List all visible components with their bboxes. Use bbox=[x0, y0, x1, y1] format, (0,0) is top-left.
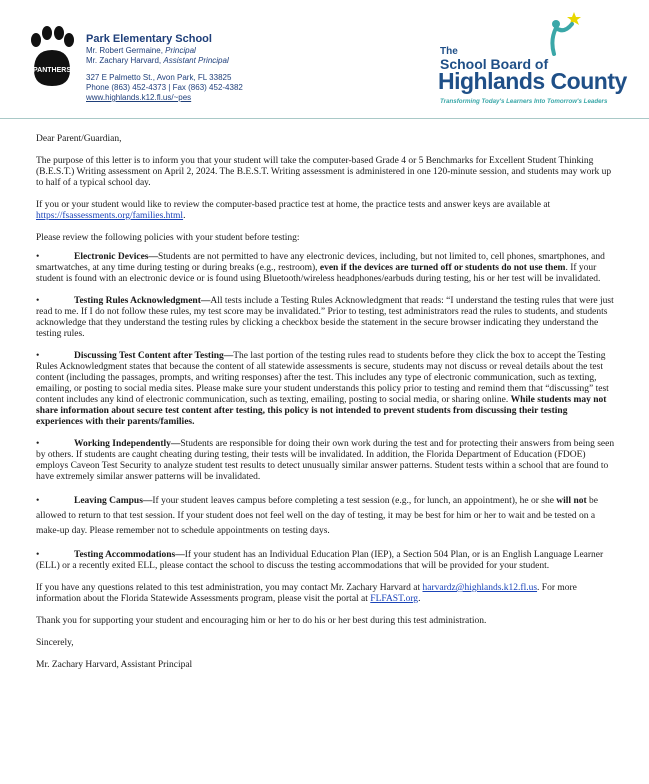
panther-paw-logo bbox=[28, 26, 76, 90]
salutation: Dear Parent/Guardian, bbox=[36, 134, 122, 144]
signature: Mr. Zachary Harvard, Assistant Principal bbox=[36, 660, 193, 670]
thanks-paragraph: Thank you for supporting your student and encouraging him or her to do his or her best during this test administration. bbox=[36, 616, 487, 626]
school-contact bbox=[86, 73, 243, 103]
intro-paragraph: The purpose of this letter is to inform you that your student will take the computer-based Grade 4 or 5 Benchmarks for Excellent Student Thinking (B.E.S.T.) Writing assessment on April 2, 2024. The B.E.S.T. Writing assessment is administered in one 120-minute session, and students may work up to half of a typical school day. bbox=[36, 156, 612, 188]
board-tagline: Transforming Today's Learners Into Tomorrow's Leaders bbox=[440, 98, 608, 105]
policy-working-independently: • Working Independently—Students are responsible for doing their own work during the test and for protecting their answers from being seen by others. If students are caught cheating during testing, their tests will be invalidated. In addition, the Florida Department of Education (FDOE) employs Caveon Test Security to analyze student test results to detect unusually similar answer patterns. Student tests within a school that are found to have extremely similar answer patterns will be invalidated. bbox=[36, 439, 615, 482]
bullet-marker: • bbox=[36, 439, 40, 449]
school-info bbox=[86, 33, 229, 66]
policy-leaving-campus: • Leaving Campus—If your student leaves campus before completing a test session (e.g., for lunch, an appointment), he or she will not be allowed to return to that test session. If your student does not feel well on the day of testing, it may be best for him or her to wait and be tested on a make-up day. Please remember not to schedule appointments on testing days. bbox=[36, 496, 598, 536]
policy-testing-accommodations: • Testing Accommodations—If your student has an Individual Education Plan (IEP), a Section 504 Plan, or is an English Language Learner (ELL) or a recently exited ELL, please contact the school to discuss the testing accommodations that will be provided for your student. bbox=[36, 550, 604, 571]
header-divider bbox=[0, 118, 649, 119]
policy-testing-rules: • Testing Rules Acknowledgment—All tests include a Testing Rules Acknowledgment that reads: “I understand the testing rules that were just read to me. If I do not follow these rules, my test score may be invalidated.” Prior to testing, test administrators read the rules to students, and students acknowledge that they understand the testing rules by clicking a checkbox beside the statement in the secure browser indicating they understand the testing rules. bbox=[36, 296, 614, 339]
bullet-marker: • bbox=[36, 550, 40, 560]
board-logo-school-board-of: School Board of bbox=[440, 56, 549, 72]
bullet-marker: • bbox=[36, 252, 40, 262]
bullet-marker: • bbox=[36, 351, 40, 361]
assistant-principal-line: Mr. Zachary Harvard, Assistant Principal bbox=[86, 56, 229, 65]
practice-paragraph: If you or your student would like to review the computer-based practice test at home, the practice tests and answer keys are available at https://fsassessments.org/families.html. bbox=[36, 200, 551, 221]
letter-body bbox=[36, 134, 616, 682]
contact-email-link[interactable]: harvardz@highlands.k12.fl.us bbox=[422, 583, 538, 593]
letterhead bbox=[0, 0, 649, 118]
policy-electronic-devices: • Electronic Devices—Students are not permitted to have any electronic devices, including, but not limited to, cell phones, smartphones, and smartwatches, at any time during testing or during breaks (e.g., restroom), even if the devices are turned off or students do not use them. If your student is found with an electronic device or is found using Bluetooth/wireless headphones/earbuds during testing, his or her test will be invalidated. bbox=[36, 252, 605, 284]
school-website-link[interactable]: www.highlands.k12.fl.us/~pes bbox=[86, 93, 192, 102]
policy-discussing-content: • Discussing Test Content after Testing—The last portion of the testing rules read to students before they click the box to accept the Testing Rules Acknowledgment states that because the content of all statewide assessments is secure, students may not discuss or reveal details about the test content (including the passages, prompts, and writing responses) after the test. This includes any type of electronic communication, such as texting, emailing, or posting to social media sites. Please make sure your student understands this policy prior to testing and remind them that “discussing” test content includes any kind of electronic communication, such as texting, emailing, posting to social media, or sharing online. While students may not share information about secure test content after testing, this policy is not intended to prevent students from discussing their testing experiences with their parents/families. bbox=[36, 351, 609, 427]
flfast-portal-link[interactable]: FLFAST.org bbox=[370, 594, 419, 604]
school-board-logo bbox=[436, 14, 636, 114]
school-phone-fax: Phone (863) 452-4373 | Fax (863) 452-4382 bbox=[86, 83, 243, 92]
bullet-marker: • bbox=[36, 296, 40, 306]
star-figure-icon bbox=[536, 10, 582, 56]
board-logo-the: The bbox=[440, 46, 458, 57]
board-logo-highlands-county: Highlands County bbox=[438, 68, 627, 94]
bullet-marker: • bbox=[36, 496, 40, 506]
school-name: Park Elementary School bbox=[86, 33, 212, 45]
school-address: 327 E Palmetto St., Avon Park, FL 33825 bbox=[86, 73, 232, 82]
contact-paragraph: If you have any questions related to this test administration, you may contact Mr. Zachary Harvard at harvardz@highlands.k12.fl.us. For more information about the Florida Statewide Assessments program, please visit the portal at FLFAST.org. bbox=[36, 583, 577, 604]
closing: Sincerely, bbox=[36, 638, 74, 648]
principal-line: Mr. Robert Germaine, Principal bbox=[86, 46, 196, 55]
mascot-label: PANTHERS bbox=[33, 67, 71, 74]
practice-test-link[interactable]: https://fsassessments.org/families.html bbox=[36, 211, 184, 221]
review-intro: Please review the following policies with your student before testing: bbox=[36, 233, 300, 243]
